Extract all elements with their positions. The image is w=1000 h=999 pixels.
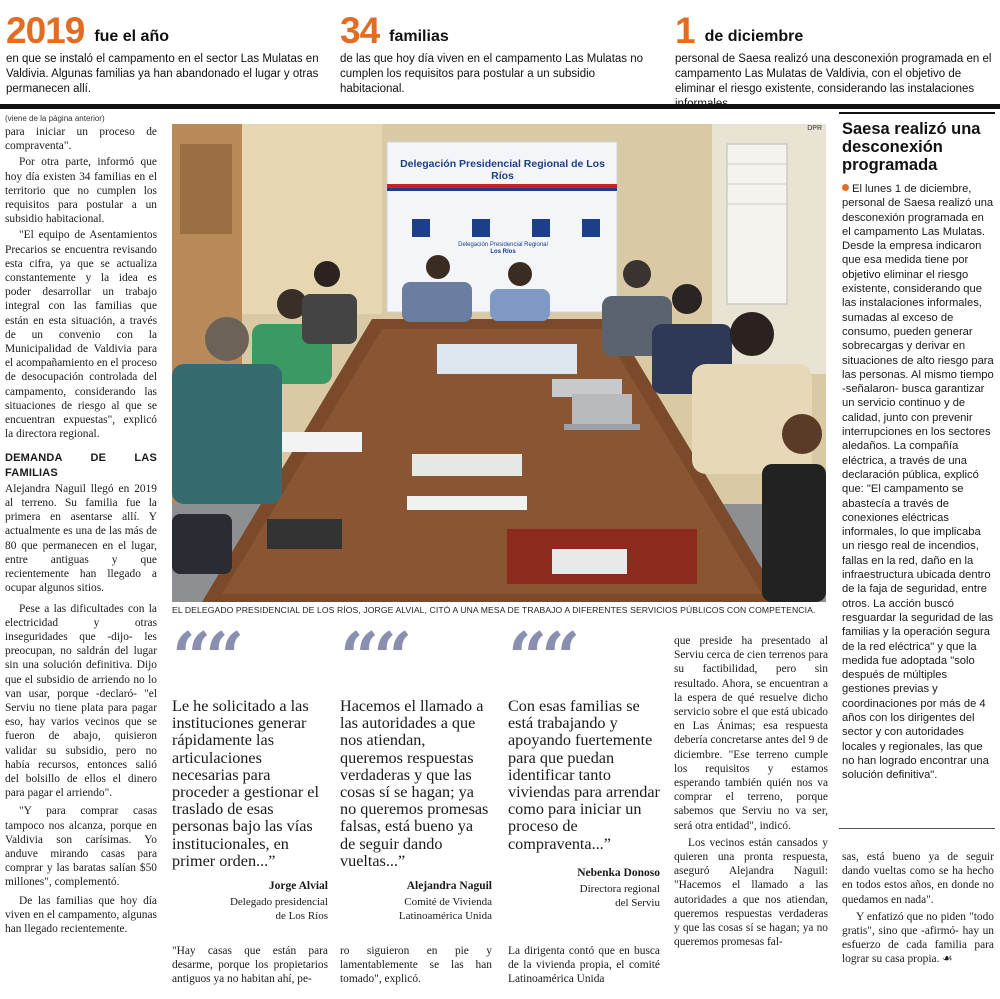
- stat-number: 2019: [6, 10, 85, 51]
- sidebar-text-wrap: [842, 182, 994, 782]
- sidebar: [842, 120, 994, 782]
- paragraph: Por otra parte, informó que hoy día existen 34 familias en el territorio que no cumplen los requisitos para postular a un subsidio habitacional.: [5, 156, 157, 226]
- bottom-text-3: La dirigenta contó que en busca de la vivienda propia, el comité Latinoamérica Unida: [508, 945, 660, 986]
- paragraph: "El equipo de Asentamientos Precarios se encuentra revisando esta cifra, ya que se actualiza constantemente y la idea es poder desarrollar un trabajo integral con las familias que están en esta situación, a través de un convenio con la Municipalidad de Valdivia para el acompañamiento en el proceso de desocupación controlada del campamento, considerando las situaciones de riesgo al que se encuentran expuestas", explicó la directora regional.: [5, 229, 157, 441]
- banner-logo-line-2: Los Ríos: [490, 249, 516, 255]
- quote-block-1: [172, 618, 328, 923]
- stat-word: familias: [389, 28, 449, 45]
- banner-logo-line-1: Delegación Presidencial Regional: [458, 242, 548, 248]
- paragraph: sas, está bueno ya de seguir dando vueltas como se ha hecho en todos estos años, en donde no quedamos en nada".: [842, 851, 994, 906]
- stat-number: 34: [340, 10, 380, 51]
- meeting-photo-illustration: [172, 124, 826, 602]
- stat-description: en que se instaló el campamento en el sector Las Mulatas en Valdivia. Algunas familias ya han abandonado el lugar y otras permanecen allí.: [6, 53, 319, 95]
- top-divider: [0, 104, 1000, 109]
- stat-description: personal de Saesa realizó una desconexión programada en el campamento Las Mulatas de Valdivia, con el objetivo de eliminar el riesgo existente, considerando las instalaciones: [675, 53, 992, 95]
- quote-role-line-2: de Los Ríos: [275, 910, 328, 923]
- stat-block-3: [675, 10, 995, 112]
- sidebar-bottom-rule: [839, 828, 995, 829]
- quote-role-line-2: Latinoamérica Unida: [398, 910, 492, 923]
- stat-description: de las que hoy día viven en el campamento Las Mulatas no cumplen los requisitos para postular a un subsidio habitacional.: [340, 53, 644, 95]
- paragraph: De las familias que hoy día viven en el campamento, algunas han llegado recientemente.: [5, 894, 157, 935]
- paragraph: Alejandra Naguil llegó en 2019 al terreno. Su familia fue la primera en asentarse allí. Y actualmente es una de las más de 80 que permanecen en el lugar, entre antiguas y que recientemente han llegado a ocupar algunos sitios.: [5, 482, 157, 595]
- banner-title: Delegación Presidencial Regional de Los Ríos: [400, 158, 605, 182]
- stat-block-1: [6, 10, 326, 97]
- paragraph: que preside ha presentado al Serviu cerca de cien terrenos para su factibilidad, pero sin resultado. Ahora, se encuentran a la espera de qué resuelve dicho servicio sobre el que está ubicado en Las Ánimas; esa respuesta debería concretarse antes del 9 de diciembre. "Ese terreno cumple los requisitos y estamos esperando también quién nos va comprar el terreno, porque sabemos que Serviu no va ser, será otra entidad", indicó.: [674, 635, 829, 832]
- quote-text: Le he solicitado a las instituciones generar rápidamente las articulaciones necesarias para proceder a gestionar el traslado de esas personas bajo las vías institucionales, en primer orden...”: [172, 697, 319, 870]
- quote-role-line-1: Directora regional: [579, 882, 660, 895]
- quote-role: [172, 895, 328, 923]
- bullet-icon: [842, 184, 849, 191]
- stat-word: de diciembre: [704, 28, 804, 45]
- quote-role-line-1: Comité de Vivienda: [404, 896, 492, 909]
- stat-word: fue el año: [94, 28, 169, 45]
- far-right-bottom: [842, 850, 994, 967]
- stat-number: 1: [675, 10, 695, 51]
- paragraph: Los vecinos están cansados y quieren una pronta respuesta, aseguró Alejandra Naguil: "Hacemos el llamado a las autoridades a que nos atiendan, queremos respuestas verdaderas y que las cosas sí se hagan; ya no queremos promesas fal-: [674, 836, 828, 949]
- sidebar-title: Saesa realizó una desconexión programada: [842, 120, 981, 174]
- banner-logo-text: [398, 242, 608, 256]
- right-column: [674, 634, 828, 949]
- quote-block-2: [340, 618, 492, 923]
- quote-block-3: [508, 618, 660, 910]
- quote-role-line-2: del Serviu: [615, 896, 660, 909]
- photo-credit: DPR: [807, 125, 822, 132]
- quote-icon: ““: [172, 618, 239, 698]
- prev-page-note: (viene de la página anterior): [5, 114, 105, 123]
- section-heading: DEMANDA DE LAS FAMILIAS: [5, 452, 157, 479]
- bottom-text-2: ro siguieron en pie y lamentablemente se las han tomado", explicó.: [340, 945, 492, 986]
- quote-role-line-1: Delegado presidencial: [229, 896, 328, 909]
- quote-icon: ““: [508, 618, 575, 698]
- bottom-text-1: "Hay casas que están para desarme, porque los propietarios antiguos ya no habitan ahí, pe-: [172, 945, 328, 986]
- paragraph: Y enfatizó que no piden "todo gratis", sino que -afirmó- hay un esfuerzo de cada familia para lograr su casa propia. ☙: [842, 910, 994, 966]
- sidebar-text: El lunes 1 de diciembre, personal de Saesa realizó una desconexión programada en el campamento Las Mulatas. Desde la empresa indicaron que esa medida tiene por objetivo eliminar el riesgo existente, considerando que las instalaciones informales, sumadas al exceso de consumo, pueden generar sobrecargas y derivar en situaciones de alto riesgo para las personas. Al mismo tiempo -señalaron- busca garantizar un servicio continuo y de calidad, junto con prevenir interrupciones en los sectores aledaños. La compañía eléctrica, a través de una declaración pública, explicó que: "El campamento se abastecía a través de conexiones eléctricas informales, lo que implicaba un riesgo real de incendios, fallas en la red, daño en la infraestructura ubicada dentro de la faja de seguridad, entre otros. La acción buscó resguardar la seguridad de las familias y la operación segura de la red eléctrica" y que la medida fue adoptada "solo después de múltiples gestiones previas y coordinaciones por más de 4 años con los dirigentes del sector y con autoridades locales y regionales, las que no han logrado encontrar una solución definitiva".: [842, 183, 994, 782]
- quote-role: [340, 895, 492, 923]
- quote-text: Hacemos el llamado a las autoridades a que nos atiendan, queremos respuestas verdaderas y que las cosas sí se hagan; ya no queremos promesas falsas, está bueno ya de seguir dando vueltas...”: [340, 697, 489, 870]
- photo-caption: EL DELEGADO PRESIDENCIAL DE LOS RÍOS, JORGE ALVIAL, CITÓ A UNA MESA DE TRABAJO A DIFERENTES SERVICIOS PÚBLICOS CON COMPETENCIA.: [172, 605, 816, 615]
- left-column: [5, 125, 157, 936]
- paragraph: "Y para comprar casas tampoco nos alcanza, porque en Valdivia son carísimas. Yo anduve mirando casas para comprar y las baratas salían $50 millones", complementó.: [5, 805, 157, 889]
- quote-author: Jorge Alvial: [268, 880, 328, 893]
- stat-block-2: [340, 10, 658, 97]
- paragraph: Pese a las dificultades con la electricidad y otras inseguridades que -dijo- les preocupan, no saldrán del lugar sin una solución definitiva. Dijo que el subsidio de arriendo no lo van usar, porque -declaró- "el Serviu no tiene plata para pagar eso, hay varios vecinos que se fueron de abajo, quisieron validar su subsidio, pero no había recursos, entonces salió del bolsillo de ellos el dinero para pagar el arriendo".: [5, 602, 157, 800]
- meeting-photo: [172, 124, 826, 602]
- sidebar-rule: [839, 112, 995, 114]
- quote-role: [508, 882, 660, 910]
- quote-text: Con esas familias se está trabajando y apoyando fuertemente para que puedan identificar tanto viviendas para arrendar como para iniciar un proceso de compraventa...”: [508, 697, 660, 853]
- quote-icon: ““: [340, 618, 407, 698]
- paragraph: para iniciar un proceso de compraventa".: [5, 126, 157, 153]
- quote-author: Nebenka Donoso: [577, 866, 660, 879]
- quote-author: Alejandra Naguil: [406, 880, 492, 893]
